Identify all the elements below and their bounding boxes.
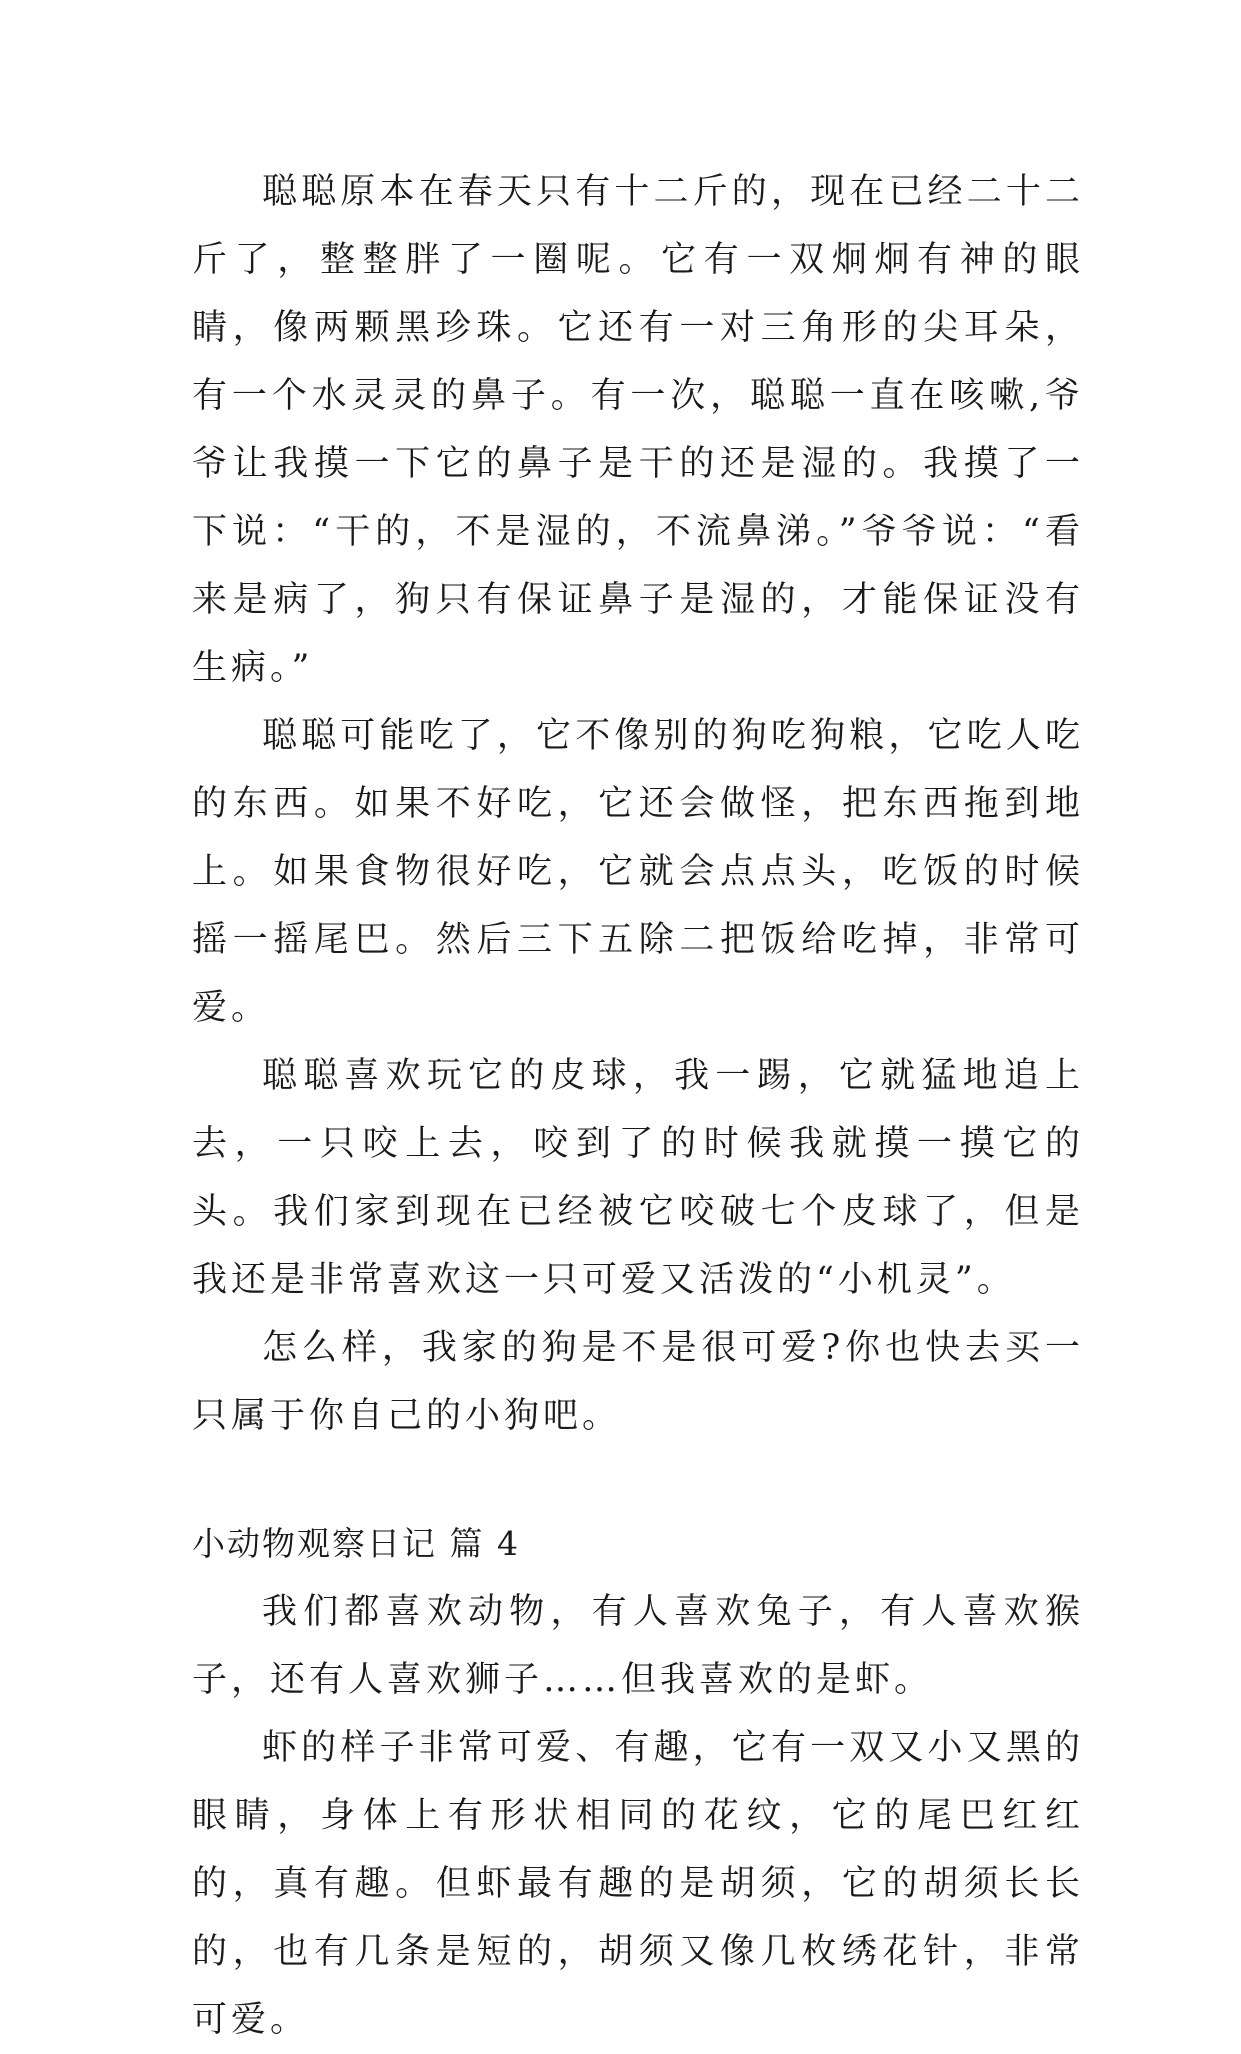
paragraph-dog-appearance: 聪聪原本在春天只有十二斤的，现在已经二十二斤了，整整胖了一圈呢。它有一双炯炯有神的眼睛，像两颗黑珍珠。它还有一对三角形的尖耳朵，有一个水灵灵的鼻子。有一次，聪聪一直在咳嗽,爷爷让我摸一下它的鼻子是干的还是湿的。我摸了一下说：“干的，不是湿的，不流鼻涕。”爷爷说：“看来是病了，狗只有保证鼻子是湿的，才能保证没有生病。” bbox=[192, 172, 1084, 688]
document-body bbox=[192, 158, 1084, 2054]
paragraph-dog-conclusion: 怎么样，我家的狗是不是很可爱?你也快去买一只属于你自己的小狗吧。 bbox=[192, 1328, 1084, 1436]
paragraph-dog-playing: 聪聪喜欢玩它的皮球，我一踢，它就猛地追上去，一只咬上去，咬到了的时候我就摸一摸它的头。我们家到现在已经被它咬破七个皮球了，但是我还是非常喜欢这一只可爱又活泼的“小机灵”。 bbox=[192, 1056, 1084, 1300]
paragraph-shrimp-appearance: 虾的样子非常可爱、有趣，它有一双又小又黑的眼睛，身体上有形状相同的花纹，它的尾巴红红的，真有趣。但虾最有趣的是胡须，它的胡须长长的，也有几条是短的，胡须又像几枚绣花针，非常可爱。 bbox=[192, 1728, 1084, 2040]
paragraph-shrimp-intro: 我们都喜欢动物，有人喜欢兔子，有人喜欢猴子，还有人喜欢狮子……但我喜欢的是虾。 bbox=[192, 1592, 1084, 1700]
section-heading: 小动物观察日记 篇 4 bbox=[192, 1524, 520, 1563]
paragraph-dog-eating: 聪聪可能吃了，它不像别的狗吃狗粮，它吃人吃的东西。如果不好吃，它还会做怪，把东西拖到地上。如果食物很好吃，它就会点点头，吃饭的时候摇一摇尾巴。然后三下五除二把饭给吃掉，非常可爱。 bbox=[192, 716, 1084, 1028]
